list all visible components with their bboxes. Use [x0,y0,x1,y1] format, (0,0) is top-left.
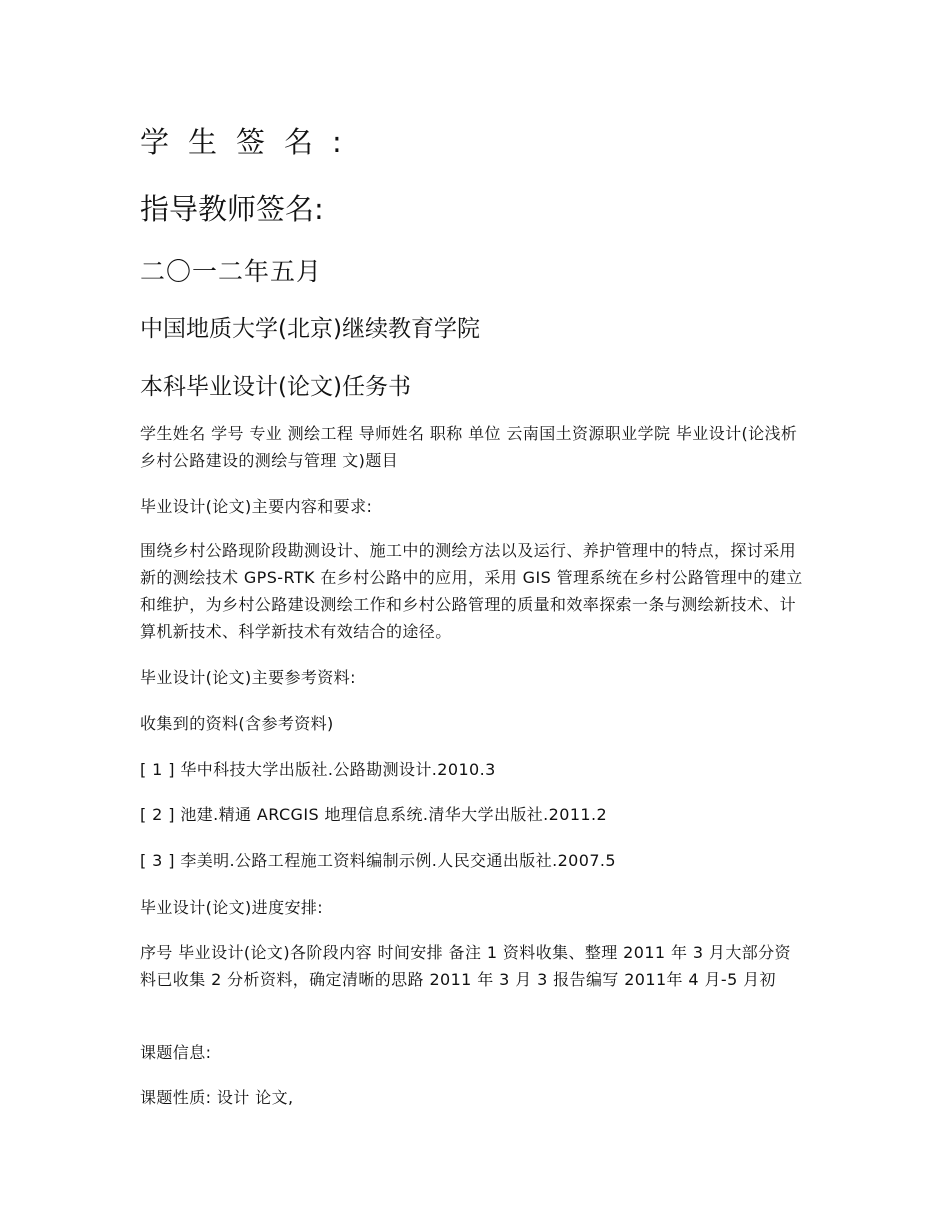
schedule-paragraph: 序号 毕业设计(论文)各阶段内容 时间安排 备注 1 资料收集、整理 2011 年 3 月大部分资料已收集 2 分析资料，确定清晰的思路 2011 年 3 月 3 报告编写 2011年 4 月-5 月初 [140,943,791,989]
school-name: 中国地质大学(北京)继续教育学院 [140,316,480,342]
reference-item: [ 1 ] 华中科技大学出版社.公路勘测设计.2010.3 [140,760,496,779]
content-paragraph: 围绕乡村公路现阶段勘测设计、施工中的测绘方法以及运行、养护管理中的特点，探讨采用新的测绘技术 GPS-RTK 在乡村公路中的应用，采用 GIS 管理系统在乡村公路管理中的建立和维护，为乡村公路建设测绘工作和乡村公路管理的质量和效率探索一条与测绘新技术、计算机新技术、科学新技术有效结合的途径。 [140,541,803,641]
document-date: 二〇一二年五月 [140,257,323,286]
references-heading: 毕业设计(论文)主要参考资料: [140,668,356,687]
reference-item: [ 2 ] 池建.精通 ARCGIS 地理信息系统.清华大学出版社.2011.2 [140,805,608,824]
topic-heading: 课题信息: [140,1043,212,1062]
references-subheading: 收集到的资料(含参考资料) [140,714,334,733]
schedule-heading: 毕业设计(论文)进度安排: [140,898,324,917]
topic-nature: 课题性质: 设计 论文, [140,1088,294,1107]
content-heading: 毕业设计(论文)主要内容和要求: [140,497,373,516]
reference-item: [ 3 ] 李美明.公路工程施工资料编制示例.人民交通出版社.2007.5 [140,851,616,870]
student-signature-label: 学生签名: [140,125,361,159]
teacher-signature-label: 指导教师签名: [140,192,324,226]
document-title: 本科毕业设计(论文)任务书 [140,374,411,400]
student-info-paragraph: 学生姓名 学号 专业 测绘工程 导师姓名 职称 单位 云南国土资源职业学院 毕业设计(论浅析乡村公路建设的测绘与管理 文)题目 [140,424,798,470]
